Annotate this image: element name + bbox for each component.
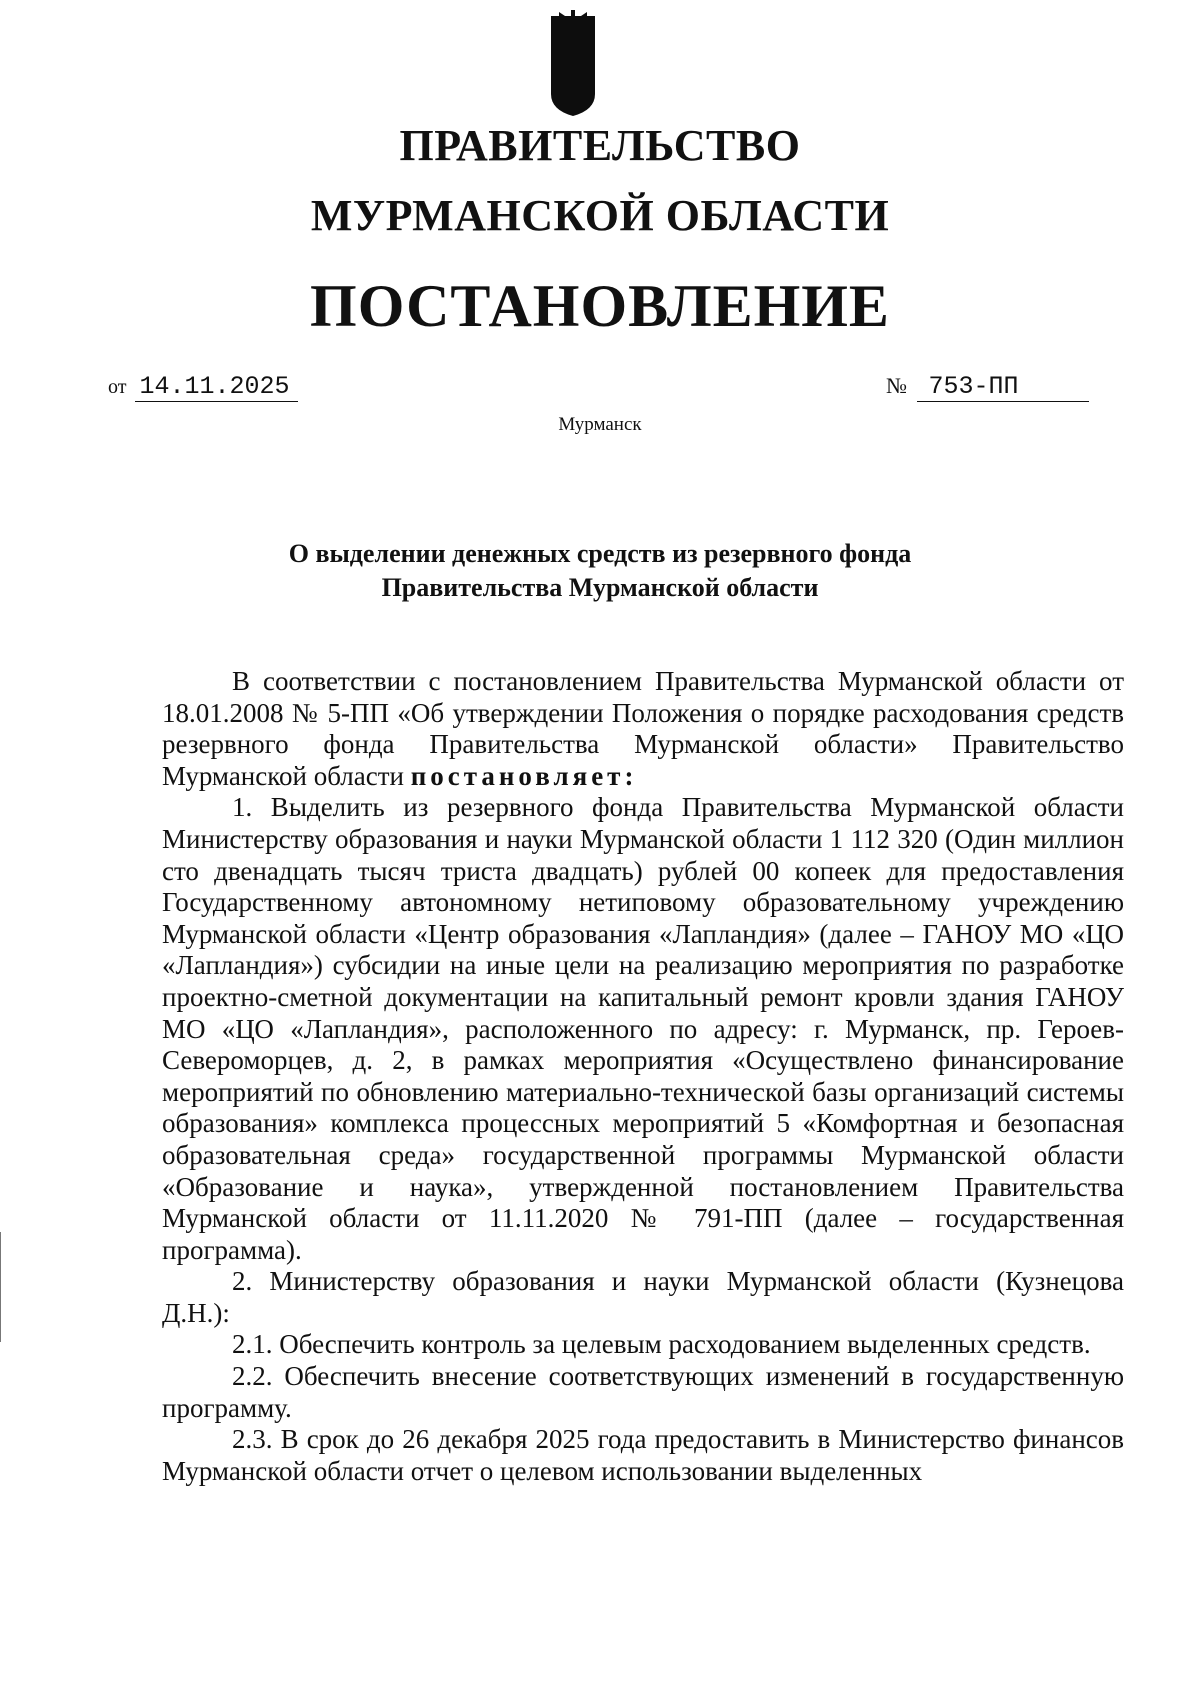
number-prefix: № <box>886 373 907 398</box>
scan-edge-mark <box>0 1232 1 1342</box>
paragraph-2: 2. Министерству образования и науки Мурманской области (Кузнецова Д.Н.): <box>162 1266 1124 1328</box>
paragraph-1: 1. Выделить из резервного фонда Правительства Мурманской области Министерству образования и науки Мурманской области 1 112 320 (Один миллион сто двенадцать тысяч триста двадцать) рублей 00 копеек для предоставления Государственному автономному нетиповому образовательному учреждению Мурманской области «Центр образования «Лапландия» (далее – ГАНОУ МО «ЦО «Лапландия») субсидии на иные цели на реализацию мероприятия по разработке проектно-сметной документации на капитальный ремонт кровли здания ГАНОУ МО «ЦО «Лапландия», расположенного по адресу: г. Мурманск, пр. Героев-Североморцев, д. 2, в рамках мероприятия «Осуществлено финансирование мероприятий по обновлению материально-технической базы организаций системы образования» комплекса процессных мероприятий 5 «Комфортная и безопасная образовательная среда» государственной программы Мурманской области «Образование и наука», утвержденной постановлением Правительства Мурманской области от 11.11.2020 № 791-ПП (далее – государственная программа). <box>162 792 1124 1265</box>
coat-of-arms-icon <box>549 10 597 118</box>
document-body <box>162 666 1124 1487</box>
org-name-line2: МУРМАНСКОЙ ОБЛАСТИ <box>310 191 890 240</box>
date-value: 14.11.2025 <box>135 372 297 402</box>
paragraph-2-3: 2.3. В срок до 26 декабря 2025 года предоставить в Министерство финансов Мурманской области отчет о целевом использовании выделенных <box>162 1424 1124 1486</box>
paragraph-2-2: 2.2. Обеспечить внесение соответствующих изменений в государственную программу. <box>162 1361 1124 1423</box>
org-name-line1: ПРАВИТЕЛЬСТВО <box>399 121 801 170</box>
document-subject <box>0 537 1200 605</box>
number-field <box>886 372 1089 402</box>
document-type: ПОСТАНОВЛЕНИЕ <box>310 273 890 339</box>
preamble-paragraph <box>162 666 1124 792</box>
paragraph-2-1: 2.1. Обеспечить контроль за целевым расходованием выделенных средств. <box>232 1329 1091 1360</box>
preamble-text: В соответствии с постановлением Правительства Мурманской области от 18.01.2008 № 5-ПП «Об утверждении Положения о порядке расходования средств резервного фонда Правительства Мурманской области» Правительство Мурманской области <box>162 666 1124 791</box>
city: Мурманск <box>558 414 642 435</box>
resolves-word: постановляет: <box>410 760 638 791</box>
number-value: 753-ПП <box>917 372 1089 402</box>
subject-line1: О выделении денежных средств из резервного фонда <box>288 539 912 568</box>
date-field <box>108 372 298 402</box>
date-prefix: от <box>108 376 127 398</box>
subject-line2: Правительства Мурманской области <box>381 573 819 602</box>
